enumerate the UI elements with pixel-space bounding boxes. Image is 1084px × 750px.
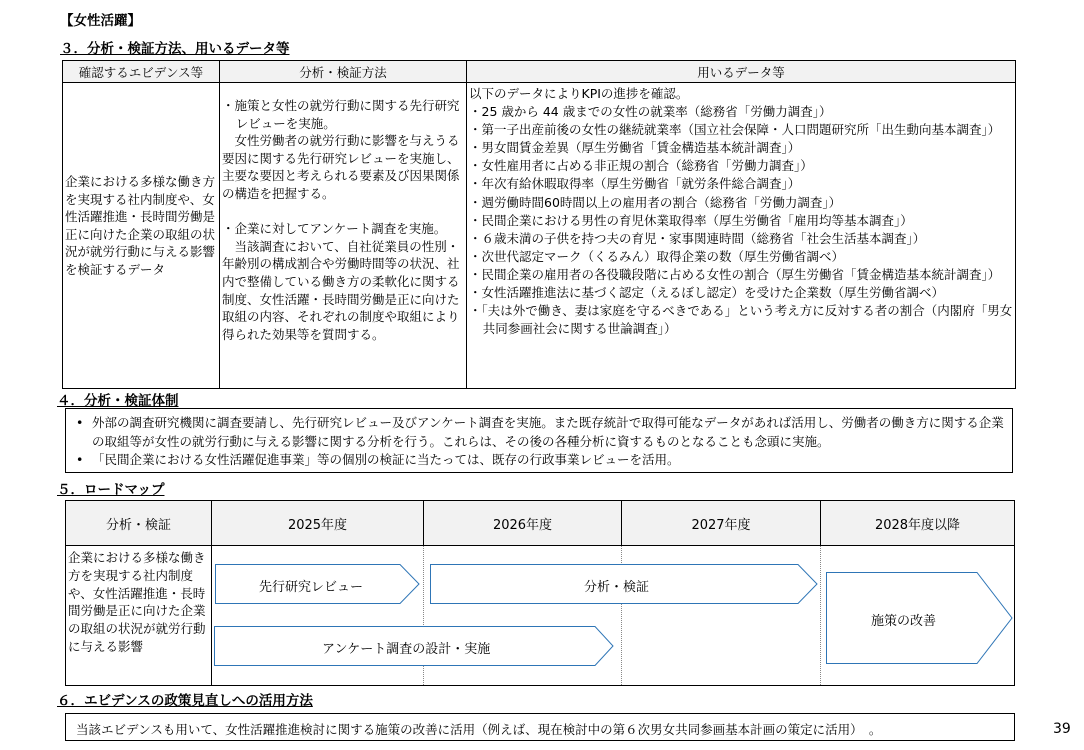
arrow-survey <box>214 626 614 666</box>
arrow-label: 分析・検証 <box>584 580 650 595</box>
roadmap-header: 2026年度 <box>424 501 622 546</box>
page-header: 【女性活躍】 <box>60 13 141 29</box>
arrow-analysis <box>430 564 818 604</box>
table-row <box>63 83 1016 389</box>
method-paragraph: 当該調査において、自社従業員の性別・年齢別の構成割合や労働時間等の状況、社内で整備している働き方の柔軟化に関する制度、女性活躍・長時間労働是正に向けた取組の内容、それぞれの制度や取組により得られた効果等を質問する。 <box>222 238 460 342</box>
section4-title: ４．分析・検証体制 <box>57 393 179 409</box>
list-item: ・男女間賃金差異（厚生労働省「賃金構造基本統計調査」） <box>469 140 801 156</box>
arrow-label: アンケート調査の設計・実施 <box>322 642 491 657</box>
list-item: ・週労働時間60時間以上の雇用者の割合（総務省「労働力調査」） <box>469 194 842 210</box>
list-item: ・年次有給休暇取得率（厚生労働省「就労条件総合調査」） <box>469 176 801 192</box>
list-item: ・民間企業における男性の育児休業取得率（厚生労働省「雇用均等基本調査」） <box>469 212 913 228</box>
analysis-structure-box <box>65 408 1013 473</box>
utilization-box: 当該エビデンスも用いて、女性活躍推進検討に関する施策の改善に活用（例えば、現在検討中の第６次男女共同参画基本計画の策定に活用） 。 <box>65 713 1015 741</box>
data-intro: 以下のデータによりKPIの進捗を確認。 <box>469 86 689 101</box>
arrow-label: 先行研究レビュー <box>259 580 364 595</box>
roadmap-table <box>65 500 1015 686</box>
arrow-label: 施策の改善 <box>871 614 937 629</box>
roadmap-header: 分析・検証 <box>66 501 212 546</box>
list-item: ・女性雇用者に占める非正規の割合（総務省「労働力調査」） <box>469 158 813 174</box>
section6-title: ６．エビデンスの政策見直しへの活用方法 <box>57 693 313 709</box>
bullet-item: • 外部の調査研究機関に調査要請し、先行研究レビュー及びアンケート調査を実施。また既存統計で取得可能なデータがあれば活用し、労働者の働き方に関する企業の取組等が女性の就労行動に与える影響に関する分析を行う。これらは、その後の各種分析に資するものとなることも念頭に実施。 <box>74 414 1004 451</box>
section5-title: ５．ロードマップ <box>57 482 165 498</box>
roadmap-header: 2027年度 <box>622 501 821 546</box>
method-paragraph: ・企業に対してアンケート調査を実施。 <box>222 221 447 237</box>
data-cell <box>467 83 1016 389</box>
column-header: 確認するエビデンス等 <box>63 61 220 83</box>
evidence-cell: 企業における多様な働き方を実現する社内制度や、女性活躍推進・長時間労働是正に向けた企業の取組の状況が就労行動に与える影響を検証するデータ <box>63 83 220 389</box>
page-number: 39 <box>1053 721 1071 737</box>
roadmap-header: 2028年度以降 <box>821 501 1014 546</box>
list-item: ・６歳未満の子供を持つ夫の育児・家事関連時間（総務省「社会生活基本調査」） <box>469 230 926 246</box>
bullet-item: • 「民間企業における女性活躍促進事業」等の個別の検証に当たっては、既存の行政事業レビューを活用。 <box>74 451 1004 470</box>
section3-title: ３．分析・検証方法、用いるデータ等 <box>60 41 290 57</box>
list-item: ・次世代認定マーク（くるみん）取得企業の数（厚生労働省調べ） <box>469 248 845 264</box>
list-item: ・民間企業の雇用者の各役職段階に占める女性の割合（厚生労働省「賃金構造基本統計調査」） <box>469 266 1001 282</box>
column-header: 分析・検証方法 <box>220 61 467 83</box>
method-paragraph: ・施策と女性の就労行動に関する先行研究レビューを実施。 <box>222 98 460 131</box>
column-header: 用いるデータ等 <box>467 61 1016 83</box>
list-item: ・女性活躍推進法に基づく認定（えるぼし認定）を受けた企業数（厚生労働省調べ） <box>469 285 945 301</box>
arrow-policy-improvement <box>826 572 1013 664</box>
list-item: ・25 歳から 44 歳までの女性の就業率（総務省「労働力調査」） <box>469 104 832 120</box>
list-item: ・「夫は外で働き、妻は家庭を守るべきである」という考え方に反対する者の割合（内閣府「男女共同参画社会に関する世論調査」） <box>469 303 1013 337</box>
method-paragraph: 女性労働者の就労行動に影響を与えうる要因に関する先行研究レビューを実施し、主要な要因と考えられる要素及び因果関係の構造を把握する。 <box>222 133 460 201</box>
table-header-row <box>63 61 1016 83</box>
arrow-literature-review <box>215 564 420 604</box>
method-cell <box>220 83 467 389</box>
analysis-table <box>62 60 1016 389</box>
list-item: ・第一子出産前後の女性の継続就業率（国立社会保障・人口問題研究所「出生動向基本調査」） <box>469 122 1001 138</box>
roadmap-row-label: 企業における多様な働き方を実現する社内制度や、女性活躍推進・長時間労働是正に向けた企業の取組の状況が就労行動に与える影響 <box>68 550 206 654</box>
roadmap-header: 2025年度 <box>212 501 424 546</box>
